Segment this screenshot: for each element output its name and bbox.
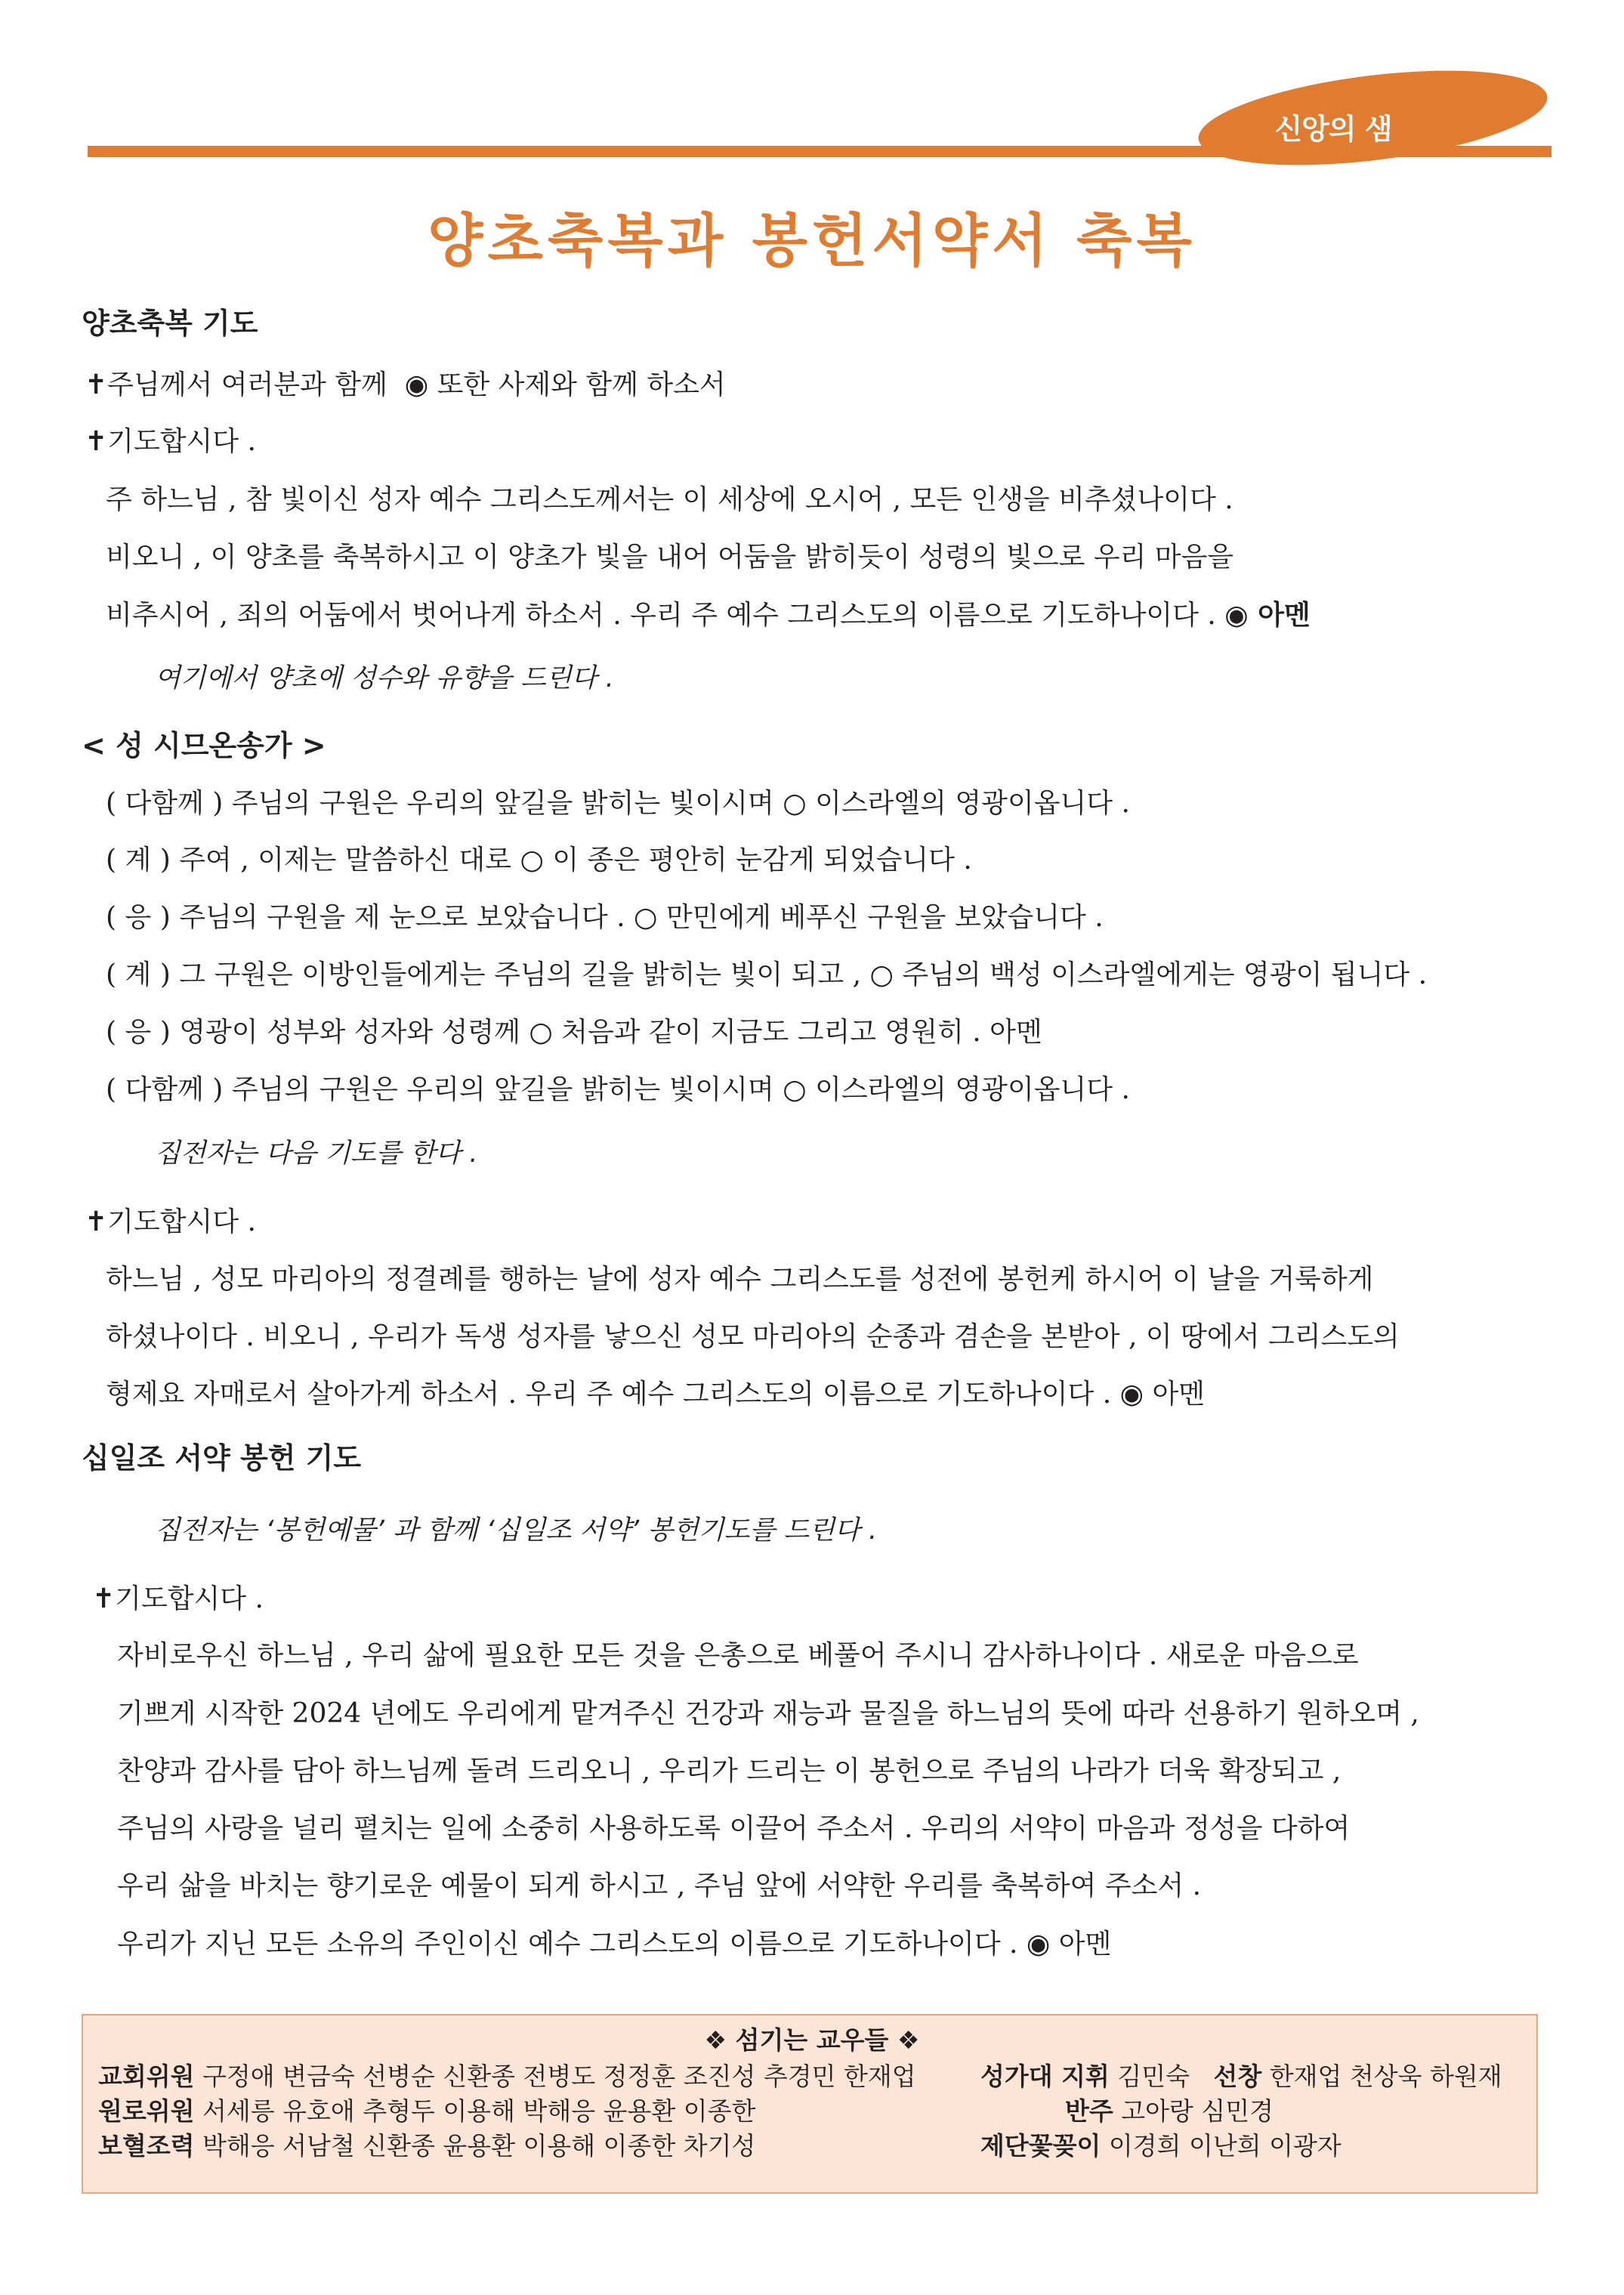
prayer-line: 비오니 , 이 양초를 축복하시고 이 양초가 빛을 내어 어둠을 밝히듯이 성령의 빛으로 우리 마음을 [106, 542, 1234, 573]
verse-line: ( 응 ) 영광이 성부와 성자와 성령께 ○ 처음과 같이 지금도 그리고 영원히 . 아멘 [106, 1017, 1042, 1048]
server-row: 제단꽃꽂이 이경희 이난희 이광자 [980, 2131, 1341, 2161]
section-badge-label: 신앙의 샘 [1274, 113, 1392, 146]
heading-simeon: < 성 시므온송가 > [82, 729, 326, 762]
invite-line: ✝기도합시다 . [85, 426, 256, 457]
rubric: 여기에서 양초에 성수와 유향을 드린다 . [155, 663, 614, 693]
page-title: 양초축복과 봉헌서약서 축복 [428, 207, 1196, 274]
verse-line: ( 다함께 ) 주님의 구원은 우리의 앞길을 밝히는 빛이시며 ○ 이스라엘의 영광이옵니다 . [106, 1074, 1130, 1105]
server-row: 성가대 지휘 김민숙 선창 한재업 천상욱 하원재 [980, 2062, 1502, 2091]
invite-line: ✝기도합시다 . [85, 1206, 256, 1237]
prayer-line: 비추시어 , 죄의 어둠에서 벗어나게 하소서 . 우리 주 예수 그리스도의 이름으로 기도하나이다 . ◉ 아멘 [106, 599, 1311, 631]
verse-line: ( 다함께 ) 주님의 구원은 우리의 앞길을 밝히는 빛이시며 ○ 이스라엘의 영광이옵니다 . [106, 788, 1130, 819]
prayer-line: 자비로우신 하느님 , 우리 삶에 필요한 모든 것을 은총으로 베풀어 주시니 감사하나이다 . 새로운 마음으로 [117, 1640, 1359, 1671]
prayer-line: 찬양과 감사를 담아 하느님께 돌려 드리오니 , 우리가 드리는 이 봉헌으로 주님의 나라가 더욱 확장되고 , [117, 1756, 1341, 1787]
server-row: 교회위원 구정애 변금숙 선병순 신환종 전병도 정정훈 조진성 추경민 한재업 [98, 2062, 916, 2091]
cross-icon: ✝ [85, 426, 108, 457]
server-row: 반주 고아랑 심민경 [1065, 2096, 1274, 2126]
heading-candle: 양초축복 기도 [82, 307, 258, 340]
amen: ◉ 아멘 [1224, 599, 1311, 631]
cross-icon: ✝ [92, 1583, 116, 1614]
invite-line: ✝기도합시다 . [92, 1583, 264, 1614]
greeting-line: ✝주님께서 여러분과 함께 ◉ 또한 사제와 함께 하소서 [85, 369, 726, 400]
heading-tithe: 십일조 서약 봉헌 기도 [82, 1441, 362, 1475]
response-mark-icon: ◉ [404, 369, 429, 400]
rubric: 집전자는 다음 기도를 한다 . [155, 1138, 478, 1169]
prayer-line: 기쁘게 시작한 2024 년에도 우리에게 맡겨주신 건강과 재능과 물질을 하느님의 뜻에 따라 선용하기 원하오며 , [117, 1698, 1419, 1729]
prayer-line: 하셨나이다 . 비오니 , 우리가 독생 성자를 낳으신 성모 마리아의 순종과 겸손을 본받아 , 이 땅에서 그리스도의 [106, 1321, 1400, 1352]
prayer-line: 우리 삶을 바치는 향기로운 예물이 되게 하시고 , 주님 앞에 서약한 우리를 축복하여 주소서 . [117, 1870, 1202, 1901]
verse-line: ( 계 ) 주여 , 이제는 말씀하신 대로 ○ 이 종은 평안히 눈감게 되었습니다 . [106, 845, 972, 876]
verse-line: ( 응 ) 주님의 구원을 제 눈으로 보았습니다 . ○ 만민에게 베푸신 구원을 보았습니다 . [106, 902, 1104, 933]
server-row: 보혈조력 박해응 서남철 신환종 윤용환 이용해 이종한 차기성 [98, 2131, 756, 2161]
server-row: 원로위원 서세릉 유호애 추형두 이용해 박해응 윤용환 이종한 [98, 2096, 756, 2126]
prayer-line: 하느님 , 성모 마리아의 정결례를 행하는 날에 성자 예수 그리스도를 성전에 봉헌케 하시어 이 날을 거룩하게 [106, 1264, 1374, 1295]
verse-line: ( 계 ) 그 구원은 이방인들에게는 주님의 길을 밝히는 빛이 되고 , ○ 주님의 백성 이스라엘에게는 영광이 됩니다 . [106, 959, 1428, 990]
prayer-line: 형제요 자매로서 살아가게 하소서 . 우리 주 예수 그리스도의 이름으로 기도하나이다 . ◉ 아멘 [106, 1379, 1205, 1410]
prayer-line: 주 하느님 , 참 빛이신 성자 예수 그리스도께서는 이 세상에 오시어 , 모든 인생을 비추셨나이다 . [106, 484, 1233, 515]
cross-icon: ✝ [85, 369, 108, 400]
servers-title: ❖ 섬기는 교우들 ❖ [704, 2025, 920, 2055]
prayer-line: 주님의 사랑을 널리 펼치는 일에 소중히 사용하도록 이끌어 주소서 . 우리의 서약이 마음과 정성을 다하여 [117, 1813, 1351, 1844]
cross-icon: ✝ [85, 1206, 108, 1237]
rubric: 집전자는 ‘봉헌예물’ 과 함께 ‘십일조 서약’ 봉헌기도를 드린다 . [155, 1515, 878, 1546]
prayer-line: 우리가 지닌 모든 소유의 주인이신 예수 그리스도의 이름으로 기도하나이다 . ◉ 아멘 [117, 1929, 1112, 1960]
